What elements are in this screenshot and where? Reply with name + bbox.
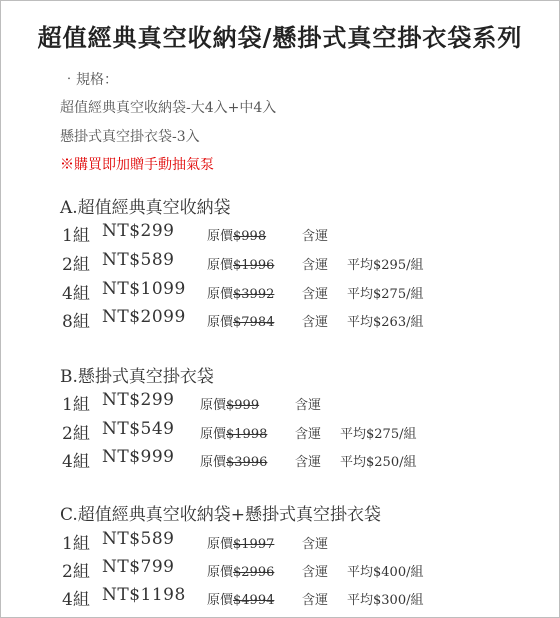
quantity: 2組: [62, 255, 90, 275]
average-price: 平均$295/組: [347, 258, 424, 273]
sale-price: NT$589: [102, 529, 175, 549]
original-price-value: $4994: [233, 593, 275, 608]
shipping-included: 含運: [302, 229, 329, 244]
original-price-value: $3996: [226, 455, 268, 470]
original-price-value: $999: [226, 398, 260, 413]
original-price-label: 原價: [200, 427, 227, 442]
original-price-value: $1996: [233, 258, 275, 273]
original-price: [200, 451, 267, 470]
spec-line-hanging-bags: 懸掛式真空掛衣袋-3入: [60, 129, 200, 145]
shipping-included: 含運: [302, 287, 329, 302]
original-price: [200, 423, 267, 442]
sale-price: NT$1198: [102, 585, 186, 605]
sale-price: NT$549: [102, 419, 175, 439]
shipping-included: 含運: [295, 398, 322, 413]
shipping-included: 含運: [302, 593, 329, 608]
price-row: [62, 529, 542, 554]
original-price-value: $1998: [226, 427, 268, 442]
average-price: 平均$400/組: [347, 565, 424, 580]
quantity: 8組: [62, 312, 90, 332]
original-price-label: 原價: [207, 565, 234, 580]
price-row: [62, 307, 542, 332]
shipping-included: 含運: [295, 455, 322, 470]
price-row: [62, 279, 542, 304]
shipping-included: 含運: [302, 565, 329, 580]
quantity: 1組: [62, 226, 90, 246]
shipping-included: 含運: [295, 427, 322, 442]
quantity: 2組: [62, 424, 90, 444]
quantity: 4組: [62, 284, 90, 304]
price-row: [62, 390, 542, 415]
sale-price: NT$299: [102, 390, 175, 410]
section-title-c: C.超值經典真空收納袋+懸掛式真空掛衣袋: [60, 505, 382, 525]
average-price: 平均$250/組: [340, 455, 417, 470]
shipping-included: 含運: [302, 315, 329, 330]
spec-line-storage-bags: 超值經典真空收納袋-大4入+中4入: [60, 100, 277, 116]
price-row: [62, 250, 542, 275]
average-price: 平均$300/組: [347, 593, 424, 608]
quantity: 1組: [62, 534, 90, 554]
quantity: 2組: [62, 562, 90, 582]
price-row: [62, 447, 542, 472]
average-price: 平均$275/組: [347, 287, 424, 302]
promo-text: ※購買即加贈手動抽氣泵: [60, 157, 214, 173]
section-title-b: B.懸掛式真空掛衣袋: [60, 367, 214, 387]
original-price: [207, 283, 274, 302]
original-price: [207, 589, 274, 608]
spec-heading: ‧規格：: [62, 72, 118, 88]
sale-price: NT$1099: [102, 279, 186, 299]
original-price: [207, 561, 274, 580]
original-price-label: 原價: [207, 537, 234, 552]
price-row: [62, 557, 542, 582]
sale-price: NT$999: [102, 447, 175, 467]
sale-price: NT$589: [102, 250, 175, 270]
sale-price: NT$2099: [102, 307, 186, 327]
original-price-value: $998: [233, 229, 267, 244]
original-price-value: $3992: [233, 287, 275, 302]
original-price: [200, 394, 259, 413]
average-price: 平均$263/組: [347, 315, 424, 330]
original-price-label: 原價: [207, 258, 234, 273]
shipping-included: 含運: [302, 537, 329, 552]
average-price: 平均$275/組: [340, 427, 417, 442]
original-price-value: $2996: [233, 565, 275, 580]
original-price-label: 原價: [207, 593, 234, 608]
original-price: [207, 311, 274, 330]
original-price-label: 原價: [207, 287, 234, 302]
quantity: 4組: [62, 452, 90, 472]
shipping-included: 含運: [302, 258, 329, 273]
page-title: 超值經典真空收納袋/懸掛式真空掛衣袋系列: [37, 23, 523, 52]
original-price-label: 原價: [200, 398, 227, 413]
quantity: 4組: [62, 590, 90, 610]
original-price-value: $1997: [233, 537, 275, 552]
original-price-label: 原價: [207, 229, 234, 244]
original-price-label: 原價: [207, 315, 234, 330]
original-price: [207, 254, 274, 273]
original-price: [207, 533, 274, 552]
section-title-a: A.超值經典真空收納袋: [60, 198, 231, 218]
original-price-value: $7984: [233, 315, 275, 330]
original-price-label: 原價: [200, 455, 227, 470]
price-row: [62, 419, 542, 444]
price-row: [62, 585, 542, 610]
price-row: [62, 221, 542, 246]
original-price: [207, 225, 266, 244]
sale-price: NT$299: [102, 221, 175, 241]
sale-price: NT$799: [102, 557, 175, 577]
quantity: 1組: [62, 395, 90, 415]
